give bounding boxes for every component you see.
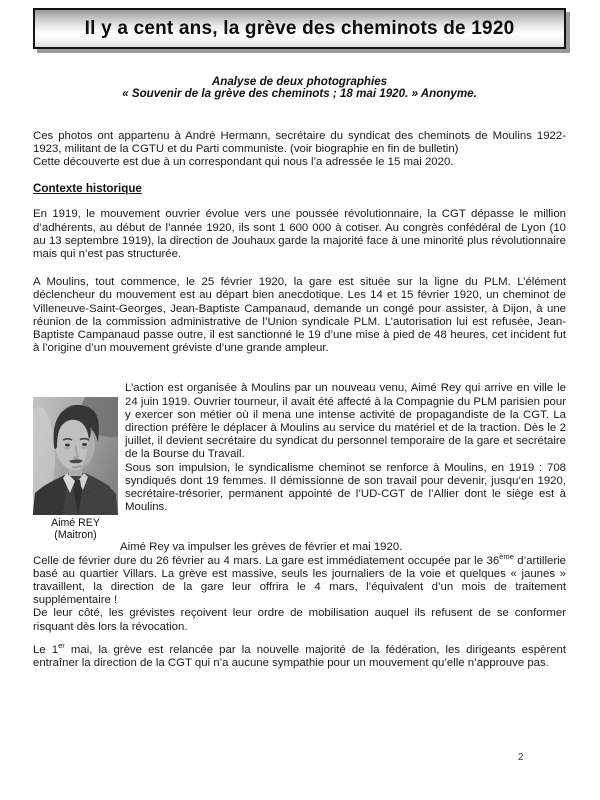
photo-caption-name: Aimé REY xyxy=(51,517,100,530)
intro-text-b: Cette découverte est due à un correspondant qui nous l’a adressée le 15 mai 2020. xyxy=(33,156,454,169)
ordinal-superscript: er xyxy=(58,641,65,651)
aime-rey-portrait-photo xyxy=(33,397,118,515)
page-number: 2 xyxy=(518,752,524,763)
subtitle-line-2: « Souvenir de la grève des cheminots ; 18 mai 1920. » Anonyme. xyxy=(122,87,477,101)
paragraph-greve-fevrier xyxy=(33,551,566,608)
intro-text-a: Ces photos ont appartenu à André Hermann, secrétaire du syndicat des cheminots de Moulins 1922-1923, militant de la CGTU et du Parti communiste. (voir biographie en fin de bulletin) xyxy=(33,129,566,156)
paragraph-cgt-1919: En 1919, le mouvement ouvrier évolue vers une poussée révolutionnaire, la CGT dépasse le million d’adhérents, au début de l’année 1920, ils sont 1 600 000 à cotiser. Au congrès confédéral de Lyon (10 au 13 septembre 1919), la direction de Jouhaux garde la majorité face à une minorité plus révolutionnaire mais qui n’est pas structurée. xyxy=(33,208,566,261)
paragraph-mobilisation: De leur côté, les grévistes reçoivent leur ordre de mobilisation auquel ils refusent de se conformer risquant dès lors la révocation. xyxy=(33,607,566,633)
paragraph-moulins: A Moulins, tout commence, le 25 février 1920, la gare est située sur la ligne du PLM. L’élément déclencheur du mouvement est au départ bien anecdotique. Les 14 et 15 février 1920, un cheminot de Villeneuve-Saint-Georges, Jean-Baptiste Campanaud, demande un congé pour assister, à Dijon, à une réunion de la commission administrative de l’Union syndicale PLM. L’autorisation lui est refusée, Jean-Baptiste Campanaud passe outre, il est sanctionné le 19 d’une mise à pied de 48 heures, cet incident fut à l’origine d’un mouvement gréviste d’une grande ampleur. xyxy=(33,276,566,355)
paragraph-greve-mai xyxy=(33,641,566,670)
photo-caption xyxy=(33,517,118,541)
photo-block xyxy=(33,382,118,541)
greve-mai-text: Le 1 xyxy=(33,643,59,656)
page-title: Il y a cent ans, la grève des cheminots de 1920 xyxy=(84,17,515,39)
line-greves-intro: Aimé Rey va impulser les grèves de février et mai 1920. xyxy=(120,541,403,554)
greve-fevrier-text: Celle de février dure du 26 février au 4 mars. La gare est immédiatement occupée par le 36 xyxy=(33,554,500,567)
photo-caption-source: (Maitron) xyxy=(54,529,97,542)
subtitle-line-1: Analyse de deux photographies xyxy=(211,75,388,88)
greve-mai-text-suite: mai, la grève est relancée par la nouvelle majorité de la fédération, les dirigeants espèrent entraîner la direction de la CGT qui n’a aucune sympathie pour un mouvement qu’elle n’approuve pas. xyxy=(33,643,566,670)
section-heading: Contexte historique xyxy=(33,182,142,196)
title-banner xyxy=(33,8,566,49)
greve-fevrier-text-suite: d’artillerie basé au quartier Villars. La grève est massive, seuls les journaliers de la voie et quelques « jaunes » travaillent, la direction de la gare leur offrira le 4 mars, l’équivalent d’un mois de traitement supplémentaire ! xyxy=(33,554,566,607)
aime-rey-section xyxy=(33,382,566,670)
intro-paragraph xyxy=(33,130,566,170)
document-subtitle xyxy=(33,76,566,101)
ordinal-superscript: ème xyxy=(499,551,514,561)
paragraph-impulsion: Sous son impulsion, le syndicalisme cheminot se renforce à Moulins, en 1919 : 708 syndiqués dont 19 femmes. Il démissionne de son travail pour devenir, jusqu’en 1920, secrétaire-trésorier, permanent appointé de l’UD-CGT de l’Allier dont le siège est à Moulins. xyxy=(125,461,566,514)
paragraph-action: L’action est organisée à Moulins par un nouveau venu, Aimé Rey qui arrive en ville le 24 juin 1919. Ouvrier tourneur, il avait été affecté à la Compagnie du PLM parisien pour y exercer son métier où il mena une intense activité de propagandiste de la CGT. La direction préfère le déplacer à Moulins au service du matériel et de la traction. Dès le 2 juillet, il devient secrétaire du syndicat du personnel temporaire de la gare et secrétaire de la Bourse du Travail. xyxy=(125,382,566,461)
